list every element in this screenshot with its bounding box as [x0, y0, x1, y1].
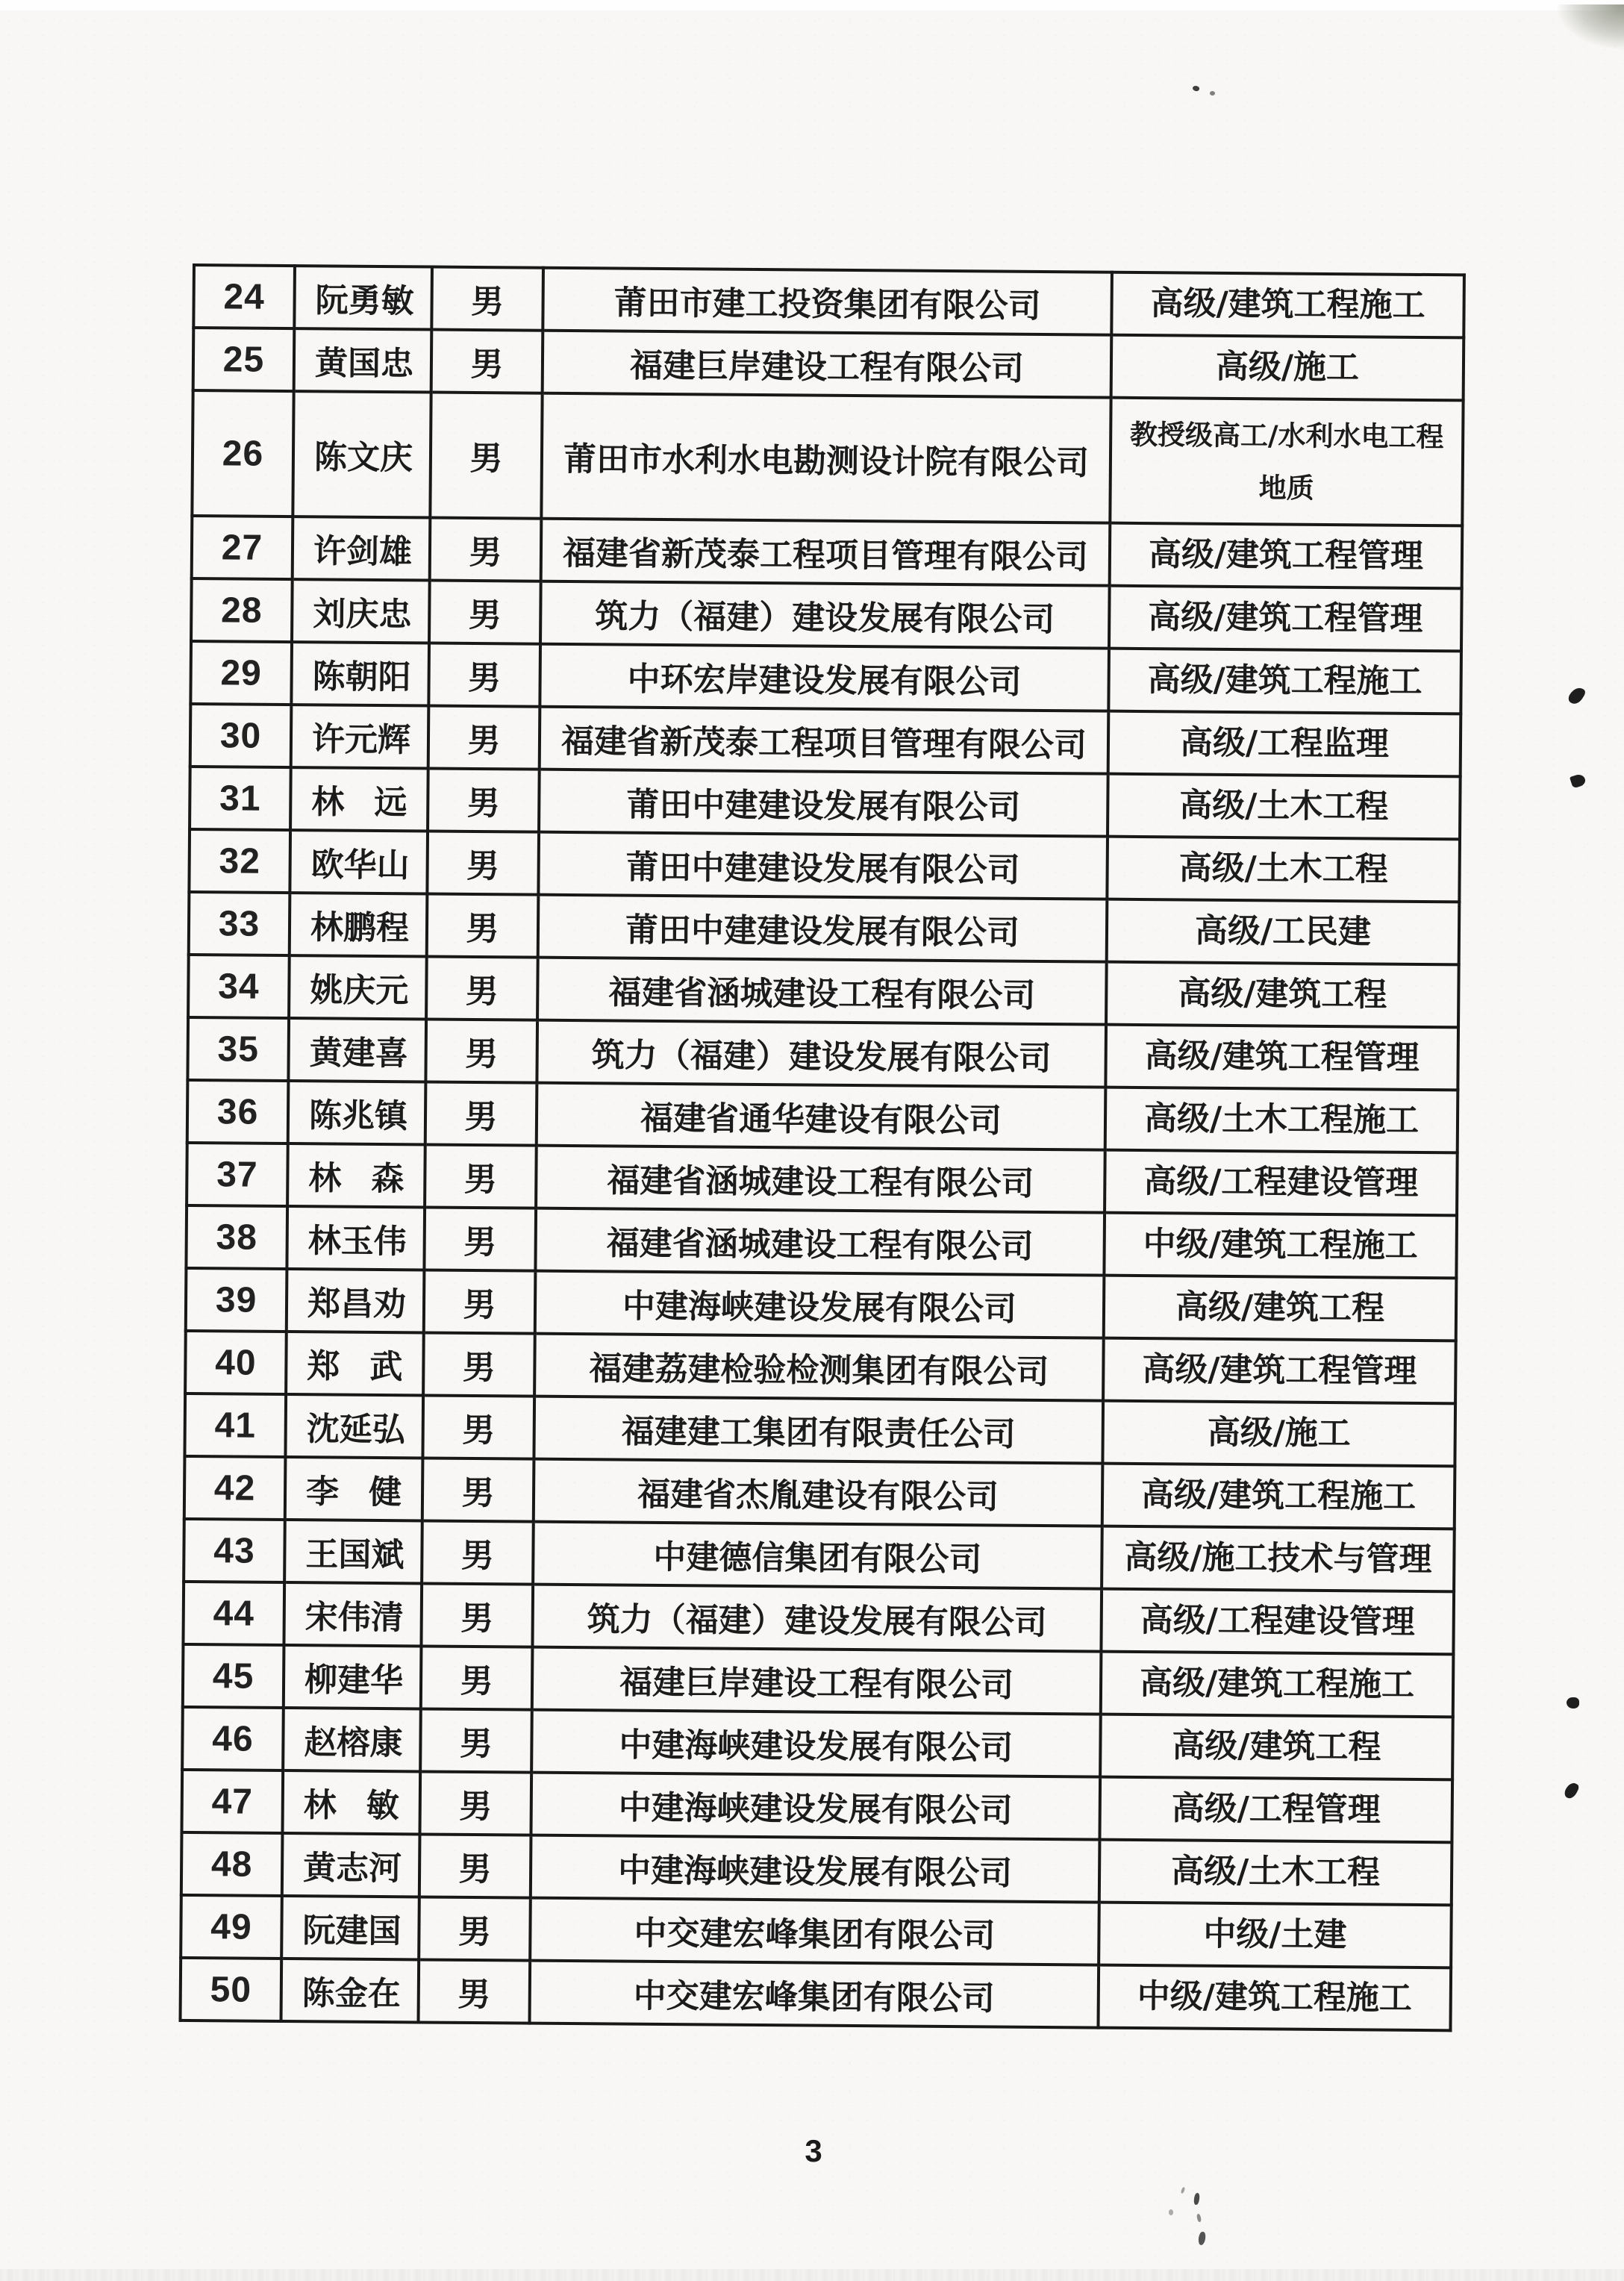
gender-cell: 男	[425, 1144, 537, 1208]
table-row	[184, 1394, 1455, 1466]
company-cell: 莆田中建建设发展有限公司	[538, 895, 1108, 962]
name-cell: 林玉伟	[287, 1206, 425, 1270]
gender-cell: 男	[424, 1207, 536, 1270]
gender-cell: 男	[419, 1897, 531, 1960]
title-cell: 高级/土木工程	[1107, 837, 1460, 902]
name-cell: 黄国忠	[294, 328, 432, 392]
title-cell: 高级/施工技术与管理	[1102, 1526, 1455, 1592]
ink-mark	[1567, 684, 1587, 706]
row-number-cell: 36	[187, 1080, 289, 1143]
row-number-cell: 42	[184, 1456, 286, 1520]
title-cell: 高级/土木工程	[1099, 1840, 1452, 1906]
gender-cell: 男	[431, 330, 543, 393]
table-row	[187, 1080, 1458, 1152]
name-cell: 陈文庆	[293, 391, 431, 517]
name-cell: 陈金在	[281, 1959, 419, 2022]
gender-cell: 男	[421, 1583, 533, 1647]
title-cell: 高级/建筑工程施工	[1102, 1464, 1455, 1529]
row-number-cell: 50	[181, 1958, 282, 2021]
row-number-cell: 47	[181, 1770, 283, 1833]
name-cell: 柳建华	[284, 1645, 422, 1709]
company-cell: 筑力（福建）建设发展有限公司	[532, 1585, 1102, 1652]
company-cell: 福建荔建检验检测集团有限公司	[534, 1334, 1104, 1401]
table-row	[187, 1017, 1458, 1090]
title-cell: 高级/工程建设管理	[1101, 1589, 1454, 1655]
company-cell: 福建省新茂泰工程项目管理有限公司	[541, 519, 1111, 586]
scan-corner-shadow	[1557, 4, 1624, 49]
table-row	[181, 1770, 1452, 1842]
ink-speck	[1210, 91, 1215, 96]
company-cell: 筑力（福建）建设发展有限公司	[540, 581, 1110, 649]
title-cell: 高级/建筑工程施工	[1108, 649, 1461, 714]
ink-speck	[1192, 84, 1200, 92]
table-row	[184, 1456, 1455, 1529]
ink-mark	[1570, 773, 1587, 788]
gender-cell: 男	[425, 1082, 537, 1145]
company-cell: 莆田市水利水电勘测设计院有限公司	[541, 393, 1111, 523]
name-cell: 黄志河	[282, 1833, 420, 1897]
roster-table-body	[181, 265, 1464, 2030]
company-cell: 莆田中建建设发展有限公司	[539, 770, 1108, 837]
gender-cell: 男	[424, 1270, 536, 1333]
table-row	[181, 1832, 1452, 1905]
name-cell: 姚庆元	[289, 955, 427, 1019]
gender-cell: 男	[426, 956, 538, 1020]
name-cell: 许剑雄	[293, 517, 431, 580]
table-row	[186, 1268, 1457, 1341]
company-cell: 中建海峡建设发展有限公司	[531, 1773, 1100, 1840]
name-cell: 郑昌劝	[287, 1269, 425, 1332]
title-cell: 高级/建筑工程管理	[1110, 523, 1463, 589]
row-number-cell: 25	[193, 328, 295, 391]
ink-smudge	[1169, 2209, 1173, 2215]
row-number-cell: 44	[183, 1582, 284, 1645]
table-row	[190, 704, 1461, 776]
row-number-cell: 38	[186, 1205, 287, 1269]
row-number-cell: 30	[190, 704, 292, 767]
row-number-cell: 39	[186, 1268, 287, 1332]
table-row	[181, 1895, 1452, 1968]
row-number-cell: 28	[191, 578, 293, 642]
title-cell: 高级/建筑工程	[1104, 1276, 1457, 1341]
title-cell: 教授级高工/水利水电工程 地质	[1110, 398, 1463, 526]
title-cell: 高级/土木工程施工	[1105, 1088, 1458, 1153]
ink-smudge	[1196, 2214, 1202, 2223]
name-cell: 刘庆忠	[292, 579, 430, 643]
table-row	[184, 1519, 1455, 1591]
title-cell: 中级/土建	[1099, 1903, 1452, 1968]
name-cell: 赵榕康	[283, 1708, 421, 1771]
company-cell: 福建省通华建设有限公司	[537, 1083, 1106, 1150]
gender-cell: 男	[421, 1646, 533, 1709]
name-cell: 沈延弘	[285, 1394, 423, 1458]
company-cell: 福建省涵城建设工程有限公司	[536, 1146, 1105, 1213]
table-row	[192, 390, 1463, 525]
table-row	[188, 955, 1459, 1027]
company-cell: 福建省涵城建设工程有限公司	[535, 1208, 1105, 1276]
title-cell: 高级/工民建	[1107, 899, 1460, 965]
company-cell: 筑力（福建）建设发展有限公司	[537, 1020, 1106, 1088]
row-number-cell: 35	[187, 1017, 289, 1081]
ink-mark	[1567, 1697, 1579, 1709]
name-cell: 许元辉	[291, 705, 429, 768]
gender-cell: 男	[428, 769, 540, 832]
name-cell: 黄建喜	[288, 1018, 426, 1082]
row-number-cell: 31	[190, 767, 291, 830]
table-row	[191, 578, 1462, 651]
row-number-cell: 40	[185, 1331, 287, 1394]
title-cell: 高级/建筑工程施工	[1111, 272, 1464, 338]
title-cell: 高级/工程管理	[1099, 1777, 1452, 1843]
title-cell: 中级/建筑工程施工	[1098, 1965, 1451, 2031]
gender-cell: 男	[428, 706, 540, 770]
company-cell: 中建海峡建设发展有限公司	[535, 1271, 1105, 1338]
row-number-cell: 37	[187, 1143, 288, 1206]
ink-smudge	[1181, 2187, 1186, 2194]
scan-edge-bottom	[0, 2269, 1624, 2281]
table-row	[182, 1707, 1453, 1779]
row-number-cell: 32	[189, 829, 290, 893]
gender-cell: 男	[419, 1959, 531, 2023]
row-number-cell: 34	[188, 955, 290, 1018]
gender-cell: 男	[425, 1019, 537, 1082]
company-cell: 中建海峡建设发展有限公司	[531, 1835, 1100, 1903]
gender-cell: 男	[429, 581, 541, 644]
name-cell: 林鹏程	[290, 893, 428, 956]
row-number-cell: 45	[183, 1644, 284, 1708]
page-number: 3	[805, 2133, 822, 2168]
title-cell: 高级/工程建设管理	[1105, 1150, 1458, 1216]
row-number-cell: 27	[192, 516, 293, 579]
gender-cell: 男	[420, 1709, 532, 1772]
gender-cell: 男	[427, 893, 539, 957]
name-cell: 宋伟清	[284, 1582, 422, 1646]
company-cell: 莆田中建建设发展有限公司	[538, 832, 1108, 899]
gender-cell: 男	[423, 1332, 535, 1396]
row-number-cell: 29	[190, 641, 292, 705]
table-row	[193, 328, 1464, 400]
row-number-cell: 24	[193, 265, 295, 328]
ink-smudge	[1198, 2232, 1206, 2246]
name-cell: 陈朝阳	[291, 642, 429, 705]
table-row	[192, 516, 1463, 588]
company-cell: 福建省新茂泰工程项目管理有限公司	[540, 707, 1109, 774]
gender-cell: 男	[427, 831, 539, 894]
title-cell: 高级/施工	[1102, 1401, 1455, 1467]
gender-cell: 男	[419, 1771, 531, 1835]
row-number-cell: 43	[184, 1519, 285, 1582]
company-cell: 莆田市建工投资集团有限公司	[543, 268, 1112, 335]
name-cell: 欧华山	[290, 830, 428, 893]
name-cell: 阮建国	[281, 1896, 419, 1959]
company-cell: 福建省涵城建设工程有限公司	[537, 958, 1107, 1025]
table-row	[189, 829, 1460, 902]
name-cell: 林敏	[282, 1770, 420, 1834]
company-cell: 福建建工集团有限责任公司	[534, 1397, 1103, 1464]
name-cell: 王国斌	[284, 1520, 422, 1583]
company-cell: 中交建宏峰集团有限公司	[529, 1961, 1099, 2028]
row-number-cell: 26	[192, 390, 293, 517]
title-cell: 高级/建筑工程	[1100, 1714, 1453, 1780]
gender-cell: 男	[428, 643, 540, 707]
company-cell: 中交建宏峰集团有限公司	[530, 1898, 1099, 1965]
personnel-roster-table	[178, 263, 1465, 2032]
title-cell: 高级/建筑工程管理	[1103, 1338, 1456, 1404]
gender-cell: 男	[422, 1520, 534, 1584]
company-cell: 中环宏岸建设发展有限公司	[540, 644, 1109, 711]
table-row	[181, 1958, 1452, 2030]
row-number-cell: 48	[181, 1832, 283, 1896]
table-row	[183, 1644, 1454, 1717]
title-cell: 高级/建筑工程	[1106, 962, 1459, 1028]
company-cell: 中建德信集团有限公司	[533, 1522, 1102, 1589]
company-cell: 福建巨岸建设工程有限公司	[532, 1647, 1102, 1714]
roster-table	[178, 263, 1465, 2032]
gender-cell: 男	[430, 518, 542, 581]
row-number-cell: 33	[189, 892, 290, 955]
title-cell: 高级/建筑工程管理	[1109, 586, 1462, 652]
table-row	[183, 1582, 1454, 1654]
gender-cell: 男	[430, 393, 542, 519]
table-row	[187, 1143, 1458, 1215]
table-row	[190, 767, 1461, 839]
row-number-cell: 46	[182, 1707, 284, 1770]
gender-cell: 男	[422, 1458, 534, 1521]
ink-smudge	[1193, 2193, 1200, 2206]
table-row	[186, 1205, 1457, 1278]
title-cell: 高级/土木工程	[1108, 774, 1461, 840]
gender-cell: 男	[431, 267, 543, 331]
table-row	[193, 265, 1464, 337]
company-cell: 中建海峡建设发展有限公司	[531, 1710, 1101, 1777]
title-cell: 高级/建筑工程管理	[1105, 1025, 1458, 1090]
table-row	[189, 892, 1460, 964]
name-cell: 郑武	[286, 1332, 424, 1395]
name-cell: 林森	[287, 1143, 425, 1207]
name-cell: 林远	[290, 767, 428, 831]
name-cell: 阮勇敏	[294, 266, 432, 329]
title-cell: 中级/建筑工程施工	[1104, 1213, 1457, 1279]
scan-edge-top	[0, 0, 1624, 10]
company-cell: 福建省杰胤建设有限公司	[534, 1459, 1103, 1526]
title-cell: 高级/施工	[1111, 335, 1464, 401]
name-cell: 李健	[285, 1457, 423, 1520]
row-number-cell: 49	[181, 1895, 282, 1959]
row-number-cell: 41	[184, 1394, 286, 1457]
gender-cell: 男	[422, 1395, 534, 1458]
table-row	[185, 1331, 1456, 1403]
title-cell: 高级/工程监理	[1108, 711, 1461, 777]
name-cell: 陈兆镇	[288, 1081, 426, 1144]
gender-cell: 男	[419, 1834, 531, 1897]
title-cell: 高级/建筑工程施工	[1101, 1652, 1454, 1717]
company-cell: 福建巨岸建设工程有限公司	[543, 331, 1112, 398]
table-row	[190, 641, 1461, 714]
ink-mark	[1563, 1781, 1581, 1800]
